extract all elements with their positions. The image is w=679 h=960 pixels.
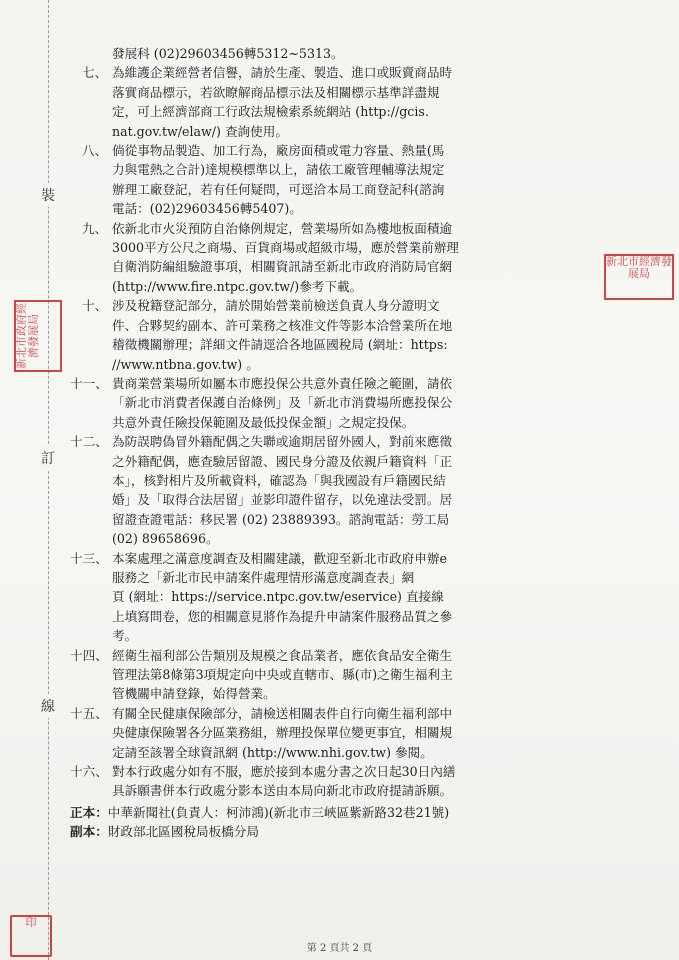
item-text-line: 經衛生福利部公告類別及規模之食品業者，應依食品安全衛生 [112, 647, 453, 663]
item-number: 十六、 [70, 764, 108, 780]
seal-stamp-bottom: 印 [10, 915, 52, 957]
item-text-line: 頁 (網址：https://service.ntpc.gov.tw/eservice) 直接線 [112, 589, 444, 605]
page-footer: 第 2 頁共 2 頁 [306, 943, 373, 954]
item-text [112, 646, 630, 704]
item-text-line: 依新北市火災預防自治條例規定，營業場所如為樓地板面積逾 [112, 220, 453, 236]
item-text-line: 服務之「新北市民申請案件處理情形滿意度調查表」網 [112, 569, 415, 585]
item-number: 九、 [82, 220, 108, 236]
item-text-line: 為維護企業經營者信譽，請於生產、製造、進口或販賣商品時 [112, 65, 453, 81]
item-text-line: 有關全民健康保險部分，請檢送相關表件自行向衛生福利部中 [112, 705, 453, 721]
item-text [112, 219, 630, 297]
item-text-line: 共意外責任險投保範圍及最低投保金額」之規定投保。 [112, 414, 415, 430]
item-text-line: 留證查證電話：移民署 (02) 23889393。諮詢電話：勞工局 [112, 511, 450, 527]
item-text-line: 電話：(02)29603456轉5407)。 [112, 201, 302, 217]
item-text-line: //www.ntbna.gov.tw) 。 [112, 356, 259, 372]
seal-stamp-right: 新北市經濟發展局 [604, 254, 674, 300]
binding-mark-ding: 訂 [41, 446, 55, 470]
item-text-line: 「新北市消費者保護自治條例」及「新北市消費場所應投保公 [112, 395, 453, 411]
item-text-line: 力與電熱之合計)達規模標準以上，請依工廠管理輔導法規定 [112, 162, 445, 178]
list-item [70, 646, 630, 704]
item-text [112, 63, 630, 141]
item-text [112, 704, 630, 762]
item-text-line: 本案處理之滿意度調查及相關建議，歡迎至新北市政府申辦e [112, 550, 447, 566]
item-text-line: 管機關申請登錄，始得營業。 [112, 686, 276, 702]
item-text-line: 涉及稅籍登記部分，請於開始營業前檢送負責人身分證明文 [112, 298, 440, 314]
item-text-line: 管理法第8條第3項規定向中央或直轄市、縣(市)之衛生福利主 [112, 667, 453, 682]
item-text-line: 辦理工廠登記，若有任何疑問，可逕洽本局工商登記科(諮詢 [112, 181, 445, 197]
list-item [70, 141, 630, 219]
binding-mark-xian: 線 [41, 694, 55, 718]
item-text-line: (http://www.fire.ntpc.gov.tw/)參考下載。 [112, 278, 363, 294]
cc-label: 副本： [70, 824, 108, 840]
cc-text: 中華新聞社(負責人：柯沛鴻)(新北市三峽區紫新路32巷21號) [107, 804, 450, 820]
item-text-line: 貴商業營業場所如屬本市應投保公共意外責任險之範圍，請依 [112, 375, 453, 391]
item-text-line: 倘從事物品製造、加工行為，廠房面積或電力容量、熱量(馬 [112, 143, 445, 159]
item-number: 八、 [82, 143, 108, 159]
cc-text: 財政部北區國稅局板橋分局 [107, 824, 259, 840]
item-text-line: 自衛消防編組驗證事項，相關資訊請至新北市政府消防局官網 [112, 259, 453, 275]
list-item [70, 374, 630, 432]
item-text-line: 定請至該署全球資訊網 (http://www.nhi.gov.tw) 參閱。 [112, 744, 433, 760]
item-number: 七、 [82, 65, 108, 81]
item-number: 十二、 [70, 434, 108, 450]
item-text-line: 本」，核對相片及所載資料，確認為「與我國設有戶籍國民結 [112, 472, 446, 488]
cc-list [70, 803, 630, 842]
binding-mark-zhuang: 裝 [41, 183, 55, 207]
item-text [112, 432, 630, 548]
list-item [70, 63, 630, 141]
list-item [70, 762, 630, 801]
item-text-line: 考。 [112, 628, 138, 644]
item-text-line: 稽徵機關辦理；詳細文件請逕洽各地區國稅局 (網址：https: [112, 337, 448, 353]
item-text-line: 婚」及「取得合法居留」並影印證件留存，以免違法受罰。居 [112, 492, 453, 508]
intro-line: 發展科 (02)29603456轉5312~5313。 [112, 46, 344, 61]
item-number: 十三、 [70, 550, 108, 566]
item-text [112, 549, 630, 646]
cc-label: 正本： [70, 804, 108, 820]
item-number: 十、 [82, 298, 108, 314]
item-text-line: 為防誤聘偽冒外籍配偶之失聯或逾期居留外國人，對前來應徵 [112, 434, 453, 450]
item-text-line: 具訴願書併本行政處分影本送由本局向新北市政府提請訴願。 [112, 783, 453, 799]
item-text-line: (02) 89658696。 [112, 531, 219, 547]
seal-stamp-left: 新北市政府經濟發展局 [14, 300, 62, 372]
list-item [70, 704, 630, 762]
item-text-line: 3000平方公尺之商場、百貨商場或超級市場，應於營業前辦理 [112, 240, 459, 256]
item-text-line: 之外籍配偶，應查驗居留證、國民身分證及依親戶籍資料「正 [112, 453, 453, 469]
item-list [70, 63, 630, 800]
item-text-line: 上填寫問卷，您的相關意見將作為提升申請案件服務品質之參 [112, 608, 453, 624]
item-text [112, 374, 630, 432]
item-text-line: nat.gov.tw/elaw/) 查詢使用。 [112, 123, 288, 139]
copy-recipient [70, 822, 630, 841]
list-item [70, 219, 630, 297]
item-number: 十一、 [70, 375, 108, 391]
binding-dashed-line [48, 0, 49, 960]
item-text-line: 落實商品標示，若欲瞭解商品標示法及相關標示基準詳盡規 [112, 84, 440, 100]
item-text-line: 央健康保險署各分區業務組，辦理投保單位變更事宜，相關規 [112, 725, 453, 741]
item-text-line: 件、合夥契約副本、許可業務之核准文件等影本洽營業所在地 [112, 317, 453, 333]
original-recipient [70, 803, 630, 822]
item-text-line: 對本行政處分如有不服，應於接到本處分書之次日起30日內繕 [112, 764, 456, 780]
item-text [112, 762, 630, 801]
list-item [70, 549, 630, 646]
list-item [70, 432, 630, 548]
item-text-line: 定，可上經濟部商工行政法規檢索系統網站 (http://gcis. [112, 104, 429, 120]
item-text [112, 296, 630, 374]
item-text [112, 141, 630, 219]
item-number: 十四、 [70, 647, 108, 663]
item-number: 十五、 [70, 705, 108, 721]
list-item [70, 296, 630, 374]
document-body [70, 44, 630, 842]
